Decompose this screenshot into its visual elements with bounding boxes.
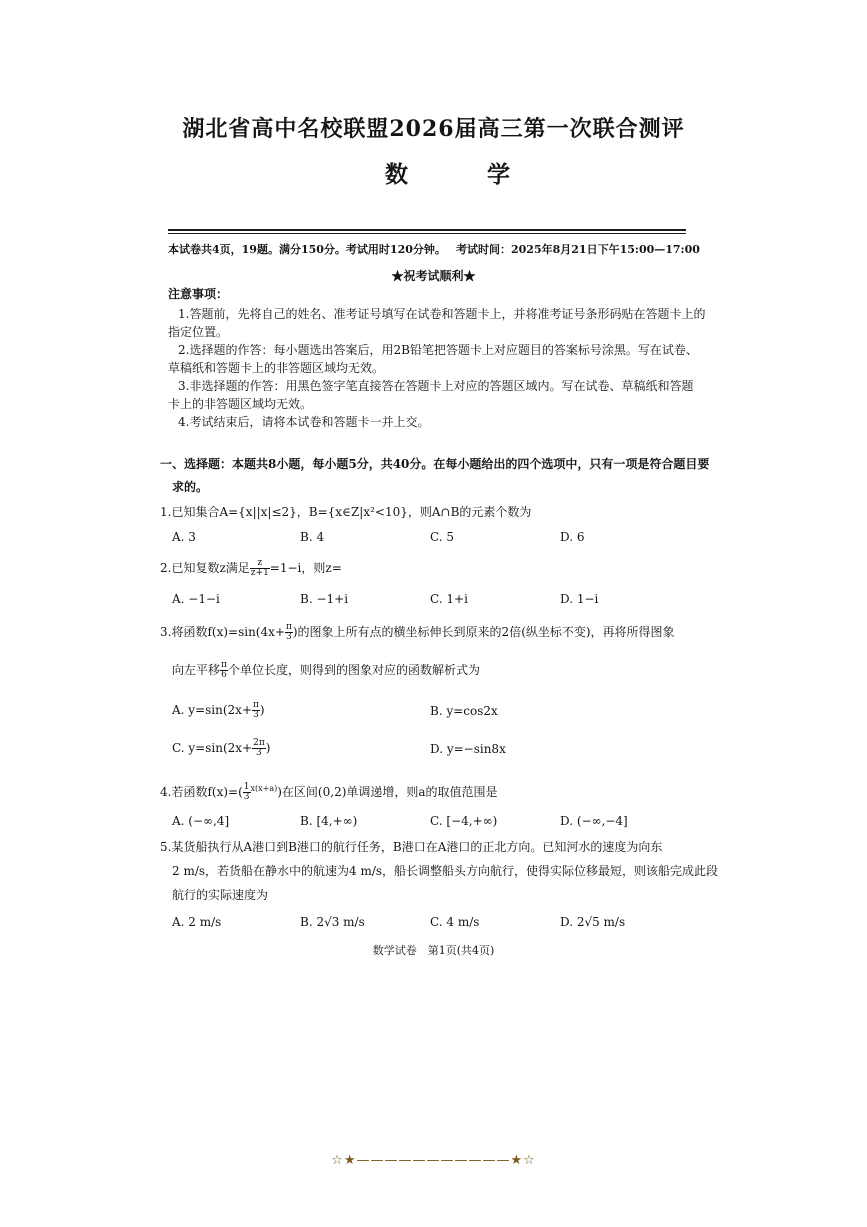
q3-line2-denominator: 6 (221, 670, 227, 680)
subject-title: 数 学 (385, 161, 538, 188)
q3-line2-pre: 向左平移 (172, 663, 221, 677)
q3-opt-a-fraction (252, 701, 260, 720)
q3-fraction (285, 623, 293, 642)
q1-option-b: B. 4 (300, 530, 325, 544)
q5-option-c: C. 4 m/s (430, 915, 480, 929)
question-5-stem-line3: 航行的实际速度为 (172, 888, 269, 902)
section-heading-cont: 求的。 (172, 480, 209, 494)
question-2-stem (160, 558, 342, 578)
notice-item: 2.选择题的作答：每小题选出答案后，用2B铅笔把答题卡上对应题目的答案标号涂黑。写在试卷、 (178, 343, 698, 357)
q2-option-b: B. −1+i (300, 592, 349, 606)
q3-option-c (172, 738, 270, 758)
q4-option-a: A. (−∞,4] (172, 814, 230, 828)
question-5-stem: 5.某货船执行从A港口到B港口的航行任务，B港口在A港口的正北方向。已知河水的速度为向东 (160, 840, 663, 854)
question-5-stem-line2: 2 m/s，若货船在静水中的航速为4 m/s，船长调整船头方向航行，使得实际位移最短，则该船完成此段 (172, 864, 719, 878)
q4-option-b: B. [4,+∞) (300, 814, 358, 828)
notice-item: 卡上的非答题区域均无效。 (168, 397, 313, 411)
q3-line2-numerator: π (221, 660, 227, 670)
header-rule-top (168, 229, 686, 231)
q5-option-d: D. 2√5 m/s (560, 915, 626, 929)
q3-opt-c-post: ) (265, 741, 271, 755)
section-heading: 一、选择题：本题共8小题，每小题5分，共40分。在每小题给出的四个选项中，只有一项是符合题目要 (160, 457, 710, 471)
q2-stem-post: =1−i，则z= (269, 561, 342, 575)
q3-option-a (172, 700, 265, 720)
q4-exponent: x(x+a) (250, 784, 278, 793)
notice-item: 草稿纸和答题卡上的非答题区域均无效。 (168, 361, 385, 375)
question-3-stem-line2 (172, 660, 480, 680)
q3-numerator: π (285, 622, 292, 632)
exam-time: 考试时间：2025年8月21日下午15:00—17:00 (456, 243, 700, 256)
q2-denominator: z+1 (250, 568, 269, 578)
notice-heading: 注意事项： (168, 287, 229, 301)
question-1-stem: 1.已知集合A={x||x|≤2}，B={x∈Z|x²<10}，则A∩B的元素个数为 (160, 505, 532, 519)
q1-option-d: D. 6 (560, 530, 585, 544)
q2-numerator: z (250, 559, 270, 569)
q3-stem-post: )的图象上所有点的横坐标伸长到原来的2倍(纵坐标不变)，再将所得图象 (292, 625, 675, 639)
q3-opt-c-denominator: 3 (256, 748, 262, 758)
q3-opt-a-pre: A. y=sin(2x+ (172, 703, 252, 717)
q2-fraction (250, 559, 270, 578)
q4-option-c: C. [−4,+∞) (430, 814, 498, 828)
star-divider: ☆★———————————★☆ (331, 1153, 536, 1168)
q4-numerator: 1 (243, 782, 250, 792)
q3-stem-pre: 3.将函数f(x)=sin(4x+ (160, 625, 285, 639)
question-4-stem (160, 778, 498, 803)
q1-option-a: A. 3 (172, 530, 196, 544)
q3-opt-c-fraction (252, 739, 266, 758)
q4-option-d: D. (−∞,−4] (560, 814, 628, 828)
q1-option-c: C. 5 (430, 530, 455, 544)
q3-line2-fraction (220, 661, 228, 680)
q3-opt-a-denominator: 3 (253, 710, 259, 720)
header-rule-bottom (168, 233, 686, 234)
question-3-stem (160, 622, 675, 642)
q3-opt-a-post: ) (259, 703, 265, 717)
notice-item: 4.考试结束后，请将本试卷和答题卡一并上交。 (178, 415, 430, 429)
q3-opt-a-numerator: π (253, 700, 259, 710)
q2-option-a: A. −1−i (172, 592, 220, 606)
q4-denominator: 3 (243, 792, 250, 802)
q3-option-b: B. y=cos2x (430, 704, 498, 718)
q5-option-b: B. 2√3 m/s (300, 915, 365, 929)
q2-option-c: C. 1+i (430, 592, 468, 606)
notice-item: 3.非选择题的作答：用黑色签字笔直接答在答题卡上对应的答题区域内。写在试卷、草稿纸和答题 (178, 379, 694, 393)
q4-fraction (243, 783, 251, 802)
q3-option-d: D. y=−sin8x (430, 742, 506, 756)
q3-denominator: 3 (286, 632, 292, 642)
q4-stem-post: )在区间(0,2)单调递增，则a的取值范围是 (277, 785, 498, 799)
q5-option-a: A. 2 m/s (172, 915, 222, 929)
q3-line2-post: 个单位长度，则得到的图象对应的函数解析式为 (227, 663, 480, 677)
exam-title: 湖北省高中名校联盟2026届高三第一次联合测评 (182, 116, 685, 142)
q3-opt-c-pre: C. y=sin(2x+ (172, 741, 253, 755)
q2-stem-pre: 2.已知复数z满足 (160, 561, 250, 575)
q3-opt-c-numerator: 2π (253, 738, 265, 748)
good-luck-banner: ★祝考试顺利★ (391, 269, 476, 283)
notice-item: 1.答题前，先将自己的姓名、准考证号填写在试卷和答题卡上，并将准考证号条形码贴在答题卡上的 (178, 307, 706, 321)
exam-info: 本试卷共4页，19题。满分150分。考试用时120分钟。 (168, 243, 446, 256)
notice-item: 指定位置。 (168, 325, 229, 339)
q4-stem-pre: 4.若函数f(x)=( (160, 785, 243, 799)
page-footer: 数学试卷 第1页(共4页) (372, 944, 495, 957)
q2-option-d: D. 1−i (560, 592, 599, 606)
